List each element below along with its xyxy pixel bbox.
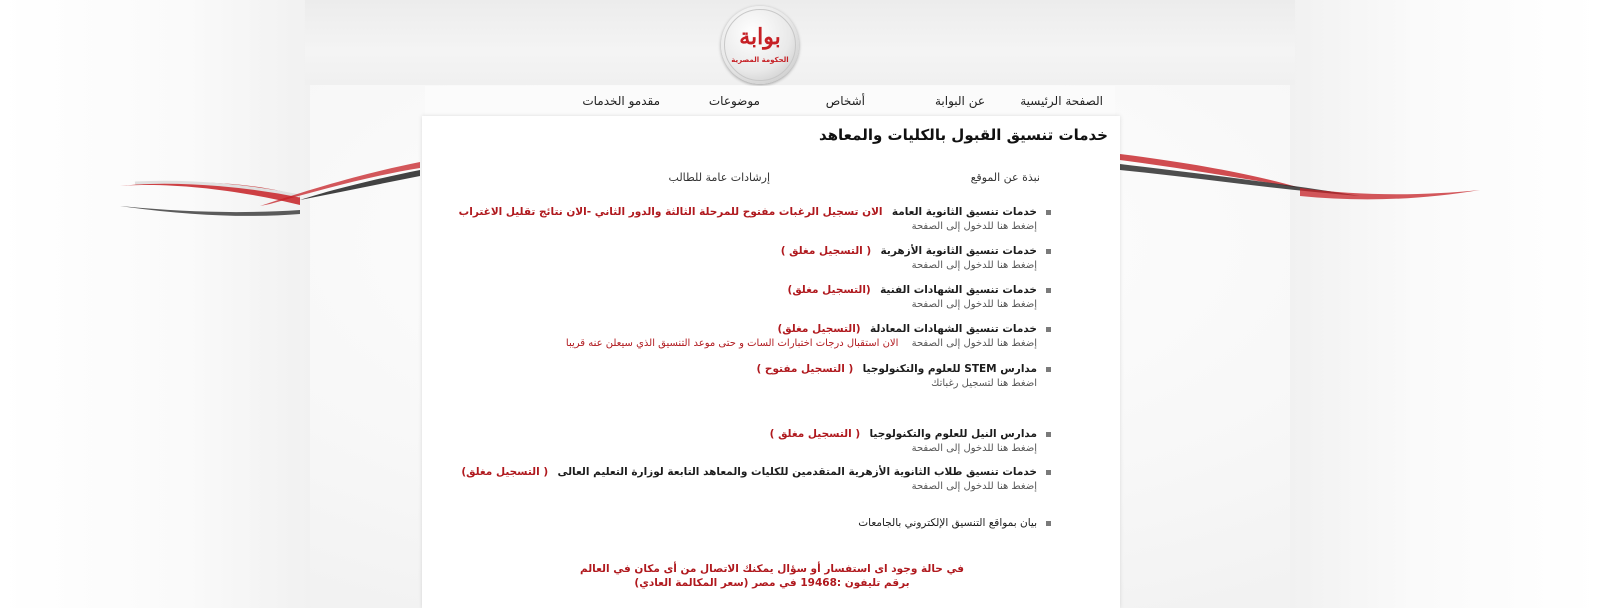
service-item-university-sites <box>477 516 1037 530</box>
service-title[interactable]: مدارس النيل للعلوم والتكنولوجيا <box>869 428 1037 440</box>
enter-page-link[interactable]: إضغط هنا للدخول إلى الصفحة <box>911 221 1037 232</box>
service-title[interactable]: خدمات تنسيق الشهادات الفنية <box>880 284 1037 296</box>
enter-page-link[interactable]: إضغط هنا للدخول إلى الصفحة <box>911 260 1037 271</box>
registration-status: الان تسجيل الرغبات مفتوح للمرحلة الثالثة والدور الثاني -الان نتائج تقليل الاغتراب <box>458 206 883 218</box>
service-item-nile-schools <box>477 427 1037 457</box>
service-item-general-secondary <box>458 205 1037 235</box>
service-item-azhar-secondary <box>477 244 1037 274</box>
nav-item-service-providers[interactable]: مقدمو الخدمات <box>582 94 660 108</box>
enter-page-link[interactable]: إضغط هنا للدخول إلى الصفحة <box>911 481 1037 492</box>
sat-scores-note: الان استقبال درجات اختبارات السات و حتى موعد التنسيق الذي سيعلن عنه قريبا <box>565 338 899 349</box>
logo-subtitle: الحكومة المصرية <box>731 56 789 64</box>
nav-item-home[interactable]: الصفحة الرئيسية <box>1020 94 1103 108</box>
registration-status: (التسجيل مغلق) <box>787 284 871 296</box>
registration-status: (التسجيل مغلق) <box>777 323 861 335</box>
enter-page-link[interactable]: إضغط هنا للدخول إلى الصفحة <box>911 338 1037 349</box>
nav-item-about[interactable]: عن البوابة <box>934 94 985 108</box>
student-guidance-link[interactable]: إرشادات عامة للطالب <box>668 171 770 184</box>
about-site-link[interactable]: نبذة عن الموقع <box>970 171 1040 184</box>
enter-page-link[interactable]: إضغط هنا للدخول إلى الصفحة <box>911 443 1037 454</box>
bullet-icon <box>1046 367 1051 372</box>
bullet-icon <box>1046 521 1051 526</box>
bullet-icon <box>1046 470 1051 475</box>
service-item-technical-certificates <box>477 283 1037 313</box>
service-title[interactable]: بيان بمواقع التنسيق الإلكتروني بالجامعات <box>858 517 1037 529</box>
bullet-icon <box>1046 327 1051 332</box>
service-item-stem-schools <box>477 362 1037 392</box>
register-preferences-link[interactable]: اضغط هنا لتسجيل رغباتك <box>931 378 1037 389</box>
service-title[interactable]: خدمات تنسيق طلاب الثانوية الأزهرية المتقدمين للكليات والمعاهد التابعة لوزارة التعليم العالى <box>557 466 1037 478</box>
page-title: خدمات تنسيق القبول بالكليات والمعاهد <box>818 126 1108 144</box>
portal-logo[interactable] <box>721 6 799 84</box>
registration-status: ( التسجيل مغلق ) <box>780 245 872 257</box>
service-title[interactable]: مدارس STEM للعلوم والتكنولوجيا <box>862 363 1037 375</box>
enter-page-link[interactable]: إضغط هنا للدخول إلى الصفحة <box>911 299 1037 310</box>
logo-mark: بوابة <box>739 24 781 50</box>
service-title[interactable]: خدمات تنسيق الشهادات المعادلة <box>869 323 1037 335</box>
registration-status: ( التسجيل مغلق ) <box>769 428 861 440</box>
main-navigation <box>425 86 1115 119</box>
bullet-icon <box>1046 210 1051 215</box>
service-title[interactable]: خدمات تنسيق الثانوية العامة <box>891 206 1037 218</box>
nav-item-topics[interactable]: موضوعات <box>708 94 760 108</box>
header-banner <box>305 0 1295 85</box>
content-panel <box>422 116 1120 608</box>
bullet-icon <box>1046 249 1051 254</box>
service-item-azhar-higher-education <box>461 465 1037 495</box>
bullet-icon <box>1046 432 1051 437</box>
service-item-equivalent-certificates <box>477 322 1037 352</box>
nav-item-people[interactable]: أشخاص <box>825 94 865 108</box>
bullet-icon <box>1046 288 1051 293</box>
registration-status: ( التسجيل مفتوح ) <box>756 363 854 375</box>
service-title[interactable]: خدمات تنسيق الثانوية الأزهرية <box>880 245 1037 257</box>
contact-info-line-2: برقم تليفون :19468 في مصر (سعر المكالمة العادي) <box>634 577 910 589</box>
registration-status: ( التسجيل مغلق) <box>461 466 549 478</box>
contact-info-line-1: في حالة وجود اى استفسار أو سؤال يمكنك الاتصال من أى مكان في العالم <box>580 563 964 575</box>
